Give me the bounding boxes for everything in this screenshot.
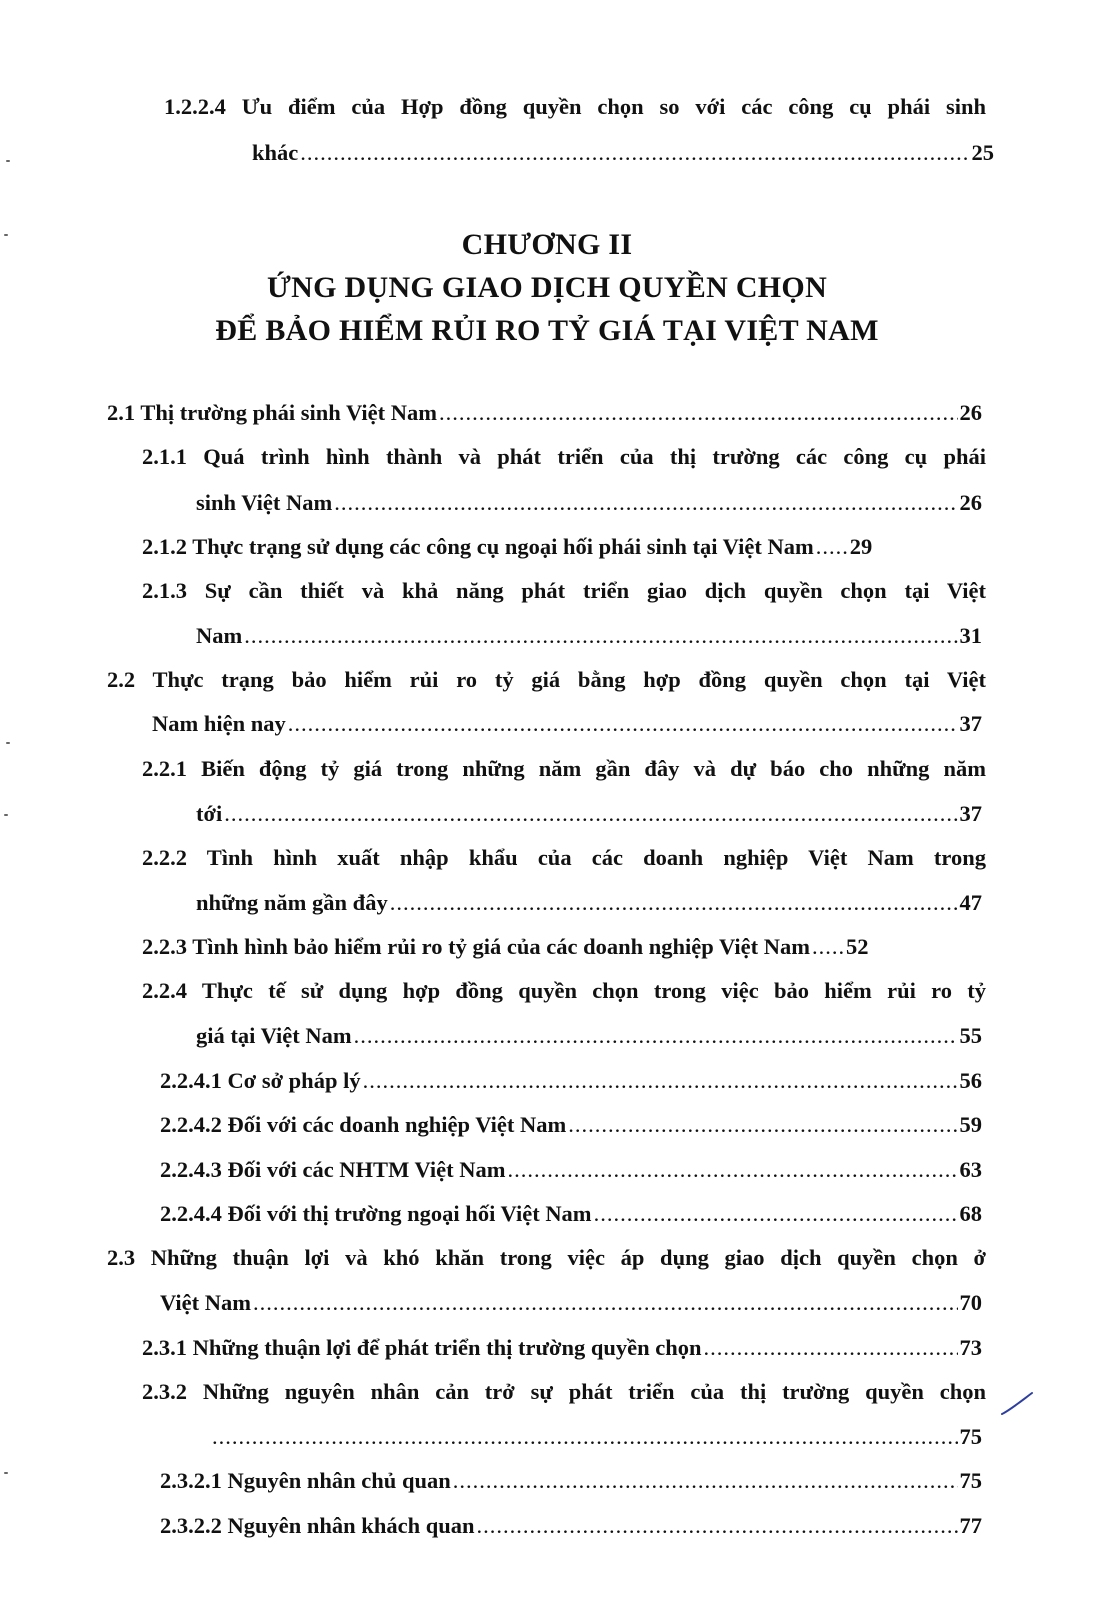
dot-leader (439, 400, 958, 426)
toc-entry-2-2-line2[interactable] (152, 711, 982, 737)
toc-entry-text: 2.2.4.4 Đối với thị trường ngoại hối Việt Nam (160, 1201, 592, 1226)
toc-entry-2-1-3-line2[interactable] (196, 623, 982, 649)
toc-entry-text: 2.2.4.3 Đối với các NHTM Việt Nam (160, 1157, 506, 1182)
dot-leader (212, 1424, 958, 1450)
toc-entry-2-1-1-line2[interactable] (196, 490, 982, 516)
dot-leader (390, 890, 958, 916)
toc-entry-2-2-4-line1[interactable]: 2.2.4 Thực tế sử dụng hợp đồng quyền chọn trong việc bảo hiểm rủi ro tỷ (142, 978, 986, 1003)
dot-leader (812, 934, 844, 960)
toc-entry-2-2-line1[interactable]: 2.2 Thực trạng bảo hiểm rủi ro tỷ giá bằng hợp đồng quyền chọn tại Việt (107, 667, 986, 692)
toc-entry-text: 2.1 Thị trường phái sinh Việt Nam (107, 400, 437, 425)
toc-page-number: 31 (959, 623, 982, 648)
dot-leader (477, 1513, 958, 1539)
toc-page-number: 75 (959, 1468, 982, 1493)
toc-entry-text: 2.2.4.2 Đối với các doanh nghiệp Việt Nam (160, 1112, 567, 1137)
toc-page-number: 59 (959, 1112, 982, 1137)
toc-entry-2-3-line1[interactable]: 2.3 Những thuận lợi và khó khăn trong việc áp dụng giao dịch quyền chọn ở (107, 1245, 986, 1270)
dot-leader (453, 1468, 958, 1494)
toc-page-number: 73 (959, 1335, 982, 1360)
toc-entry-text: 2.3.2.1 Nguyên nhân chủ quan (160, 1468, 451, 1493)
toc-entry-2-3-2-line2[interactable] (212, 1424, 982, 1450)
dot-leader (224, 801, 957, 827)
toc-entry-2-3-2-line1[interactable]: 2.3.2 Những nguyên nhân cản trở sự phát triển của thị trường quyền chọn (142, 1379, 986, 1404)
dot-leader (816, 534, 848, 560)
dot-leader (704, 1335, 958, 1361)
toc-entry-2-1-2[interactable] (142, 534, 982, 560)
toc-entry-text: 2.3.2.2 Nguyên nhân khách quan (160, 1513, 475, 1538)
toc-page-number: 77 (959, 1513, 982, 1538)
toc-page-number: 47 (959, 890, 982, 915)
toc-entry-2-2-2-line1[interactable]: 2.2.2 Tình hình xuất nhập khẩu của các doanh nghiệp Việt Nam trong (142, 845, 986, 870)
toc-entry-2-2-4-3[interactable] (160, 1157, 982, 1183)
toc-entry-2-3-line2[interactable] (160, 1290, 982, 1316)
dot-leader (568, 1112, 957, 1138)
toc-page-number: 37 (959, 801, 982, 826)
toc-entry-text: 2.2.4.1 Cơ sở pháp lý (160, 1068, 361, 1093)
dot-leader (300, 140, 969, 166)
toc-entry-2-2-4-1[interactable] (160, 1068, 982, 1094)
toc-entry-2-2-3[interactable] (142, 934, 982, 960)
toc-entry-2-1[interactable] (107, 400, 982, 426)
toc-page-number: 55 (959, 1023, 982, 1048)
toc-entry-text: tới (196, 801, 223, 826)
toc-entry-text: Nam (196, 623, 243, 648)
dot-leader (354, 1023, 958, 1049)
dot-leader (244, 623, 957, 649)
scan-speck (6, 160, 10, 162)
toc-entry-text: 2.3.1 Những thuận lợi để phát triển thị trường quyền chọn (142, 1335, 702, 1360)
toc-entry-text: 2.2.3 Tình hình bảo hiểm rủi ro tỷ giá của các doanh nghiệp Việt Nam (142, 934, 811, 959)
toc-entry-text: những năm gần đây (196, 890, 388, 915)
toc-entry-2-3-1[interactable] (142, 1335, 982, 1361)
dot-leader (594, 1201, 958, 1227)
toc-page-number: 68 (959, 1201, 982, 1226)
pen-tick-mark (1000, 1390, 1036, 1418)
chapter-title-line2: ĐỂ BẢO HIỂM RỦI RO TỶ GIÁ TẠI VIỆT NAM (215, 314, 879, 347)
toc-entry-text: Việt Nam (160, 1290, 252, 1315)
scan-speck (4, 1472, 8, 1474)
toc-page-number: 26 (959, 490, 982, 515)
toc-page-number: 56 (959, 1068, 982, 1093)
chapter-label: CHƯƠNG II (461, 228, 633, 261)
toc-page-number: 25 (971, 140, 994, 165)
dot-leader (253, 1290, 957, 1316)
chapter-title-line1: ỨNG DỤNG GIAO DỊCH QUYỀN CHỌN (266, 271, 828, 304)
toc-entry-2-2-4-4[interactable] (160, 1201, 982, 1227)
toc-entry-text: khác (252, 140, 299, 165)
toc-entry-2-3-2-1[interactable] (160, 1468, 982, 1494)
toc-page-number: 70 (959, 1290, 982, 1315)
toc-page-number: 29 (849, 534, 873, 559)
toc-entry-2-2-1-line2[interactable] (196, 801, 982, 827)
dot-leader (334, 490, 957, 516)
toc-page-number: 75 (959, 1424, 982, 1449)
dot-leader (508, 1157, 958, 1183)
toc-entry-text: giá tại Việt Nam (196, 1023, 352, 1048)
toc-page-number: 26 (959, 400, 982, 425)
toc-page-number: 63 (959, 1157, 982, 1182)
toc-entry-2-1-3-line1[interactable]: 2.1.3 Sự cần thiết và khả năng phát triển giao dịch quyền chọn tại Việt (142, 578, 986, 603)
dot-leader (363, 1068, 958, 1094)
toc-entry-2-2-4-2[interactable] (160, 1112, 982, 1138)
toc-entry-2-2-4-line2[interactable] (196, 1023, 982, 1049)
toc-entry-2-2-2-line2[interactable] (196, 890, 982, 916)
toc-entry-2-1-1-line1[interactable]: 2.1.1 Quá trình hình thành và phát triển của thị trường các công cụ phái (142, 444, 986, 469)
toc-entry-text: 2.1.2 Thực trạng sử dụng các công cụ ngoại hối phái sinh tại Việt Nam (142, 534, 814, 559)
scan-speck (6, 742, 10, 744)
toc-page-number: 52 (846, 934, 869, 959)
toc-entry-2-3-2-2[interactable] (160, 1513, 982, 1539)
dot-leader (288, 711, 958, 737)
toc-page-number: 37 (959, 711, 982, 736)
toc-entry-1-2-2-4-line1[interactable]: 1.2.2.4 Ưu điểm của Hợp đồng quyền chọn so với các công cụ phái sinh (164, 94, 986, 119)
scan-speck (4, 814, 8, 816)
toc-entry-text: sinh Việt Nam (196, 490, 333, 515)
toc-entry-1-2-2-4-line2[interactable] (252, 140, 994, 166)
toc-entry-text: Nam hiện nay (152, 711, 286, 736)
toc-entry-2-2-1-line1[interactable]: 2.2.1 Biến động tỷ giá trong những năm gần đây và dự báo cho những năm (142, 756, 986, 781)
